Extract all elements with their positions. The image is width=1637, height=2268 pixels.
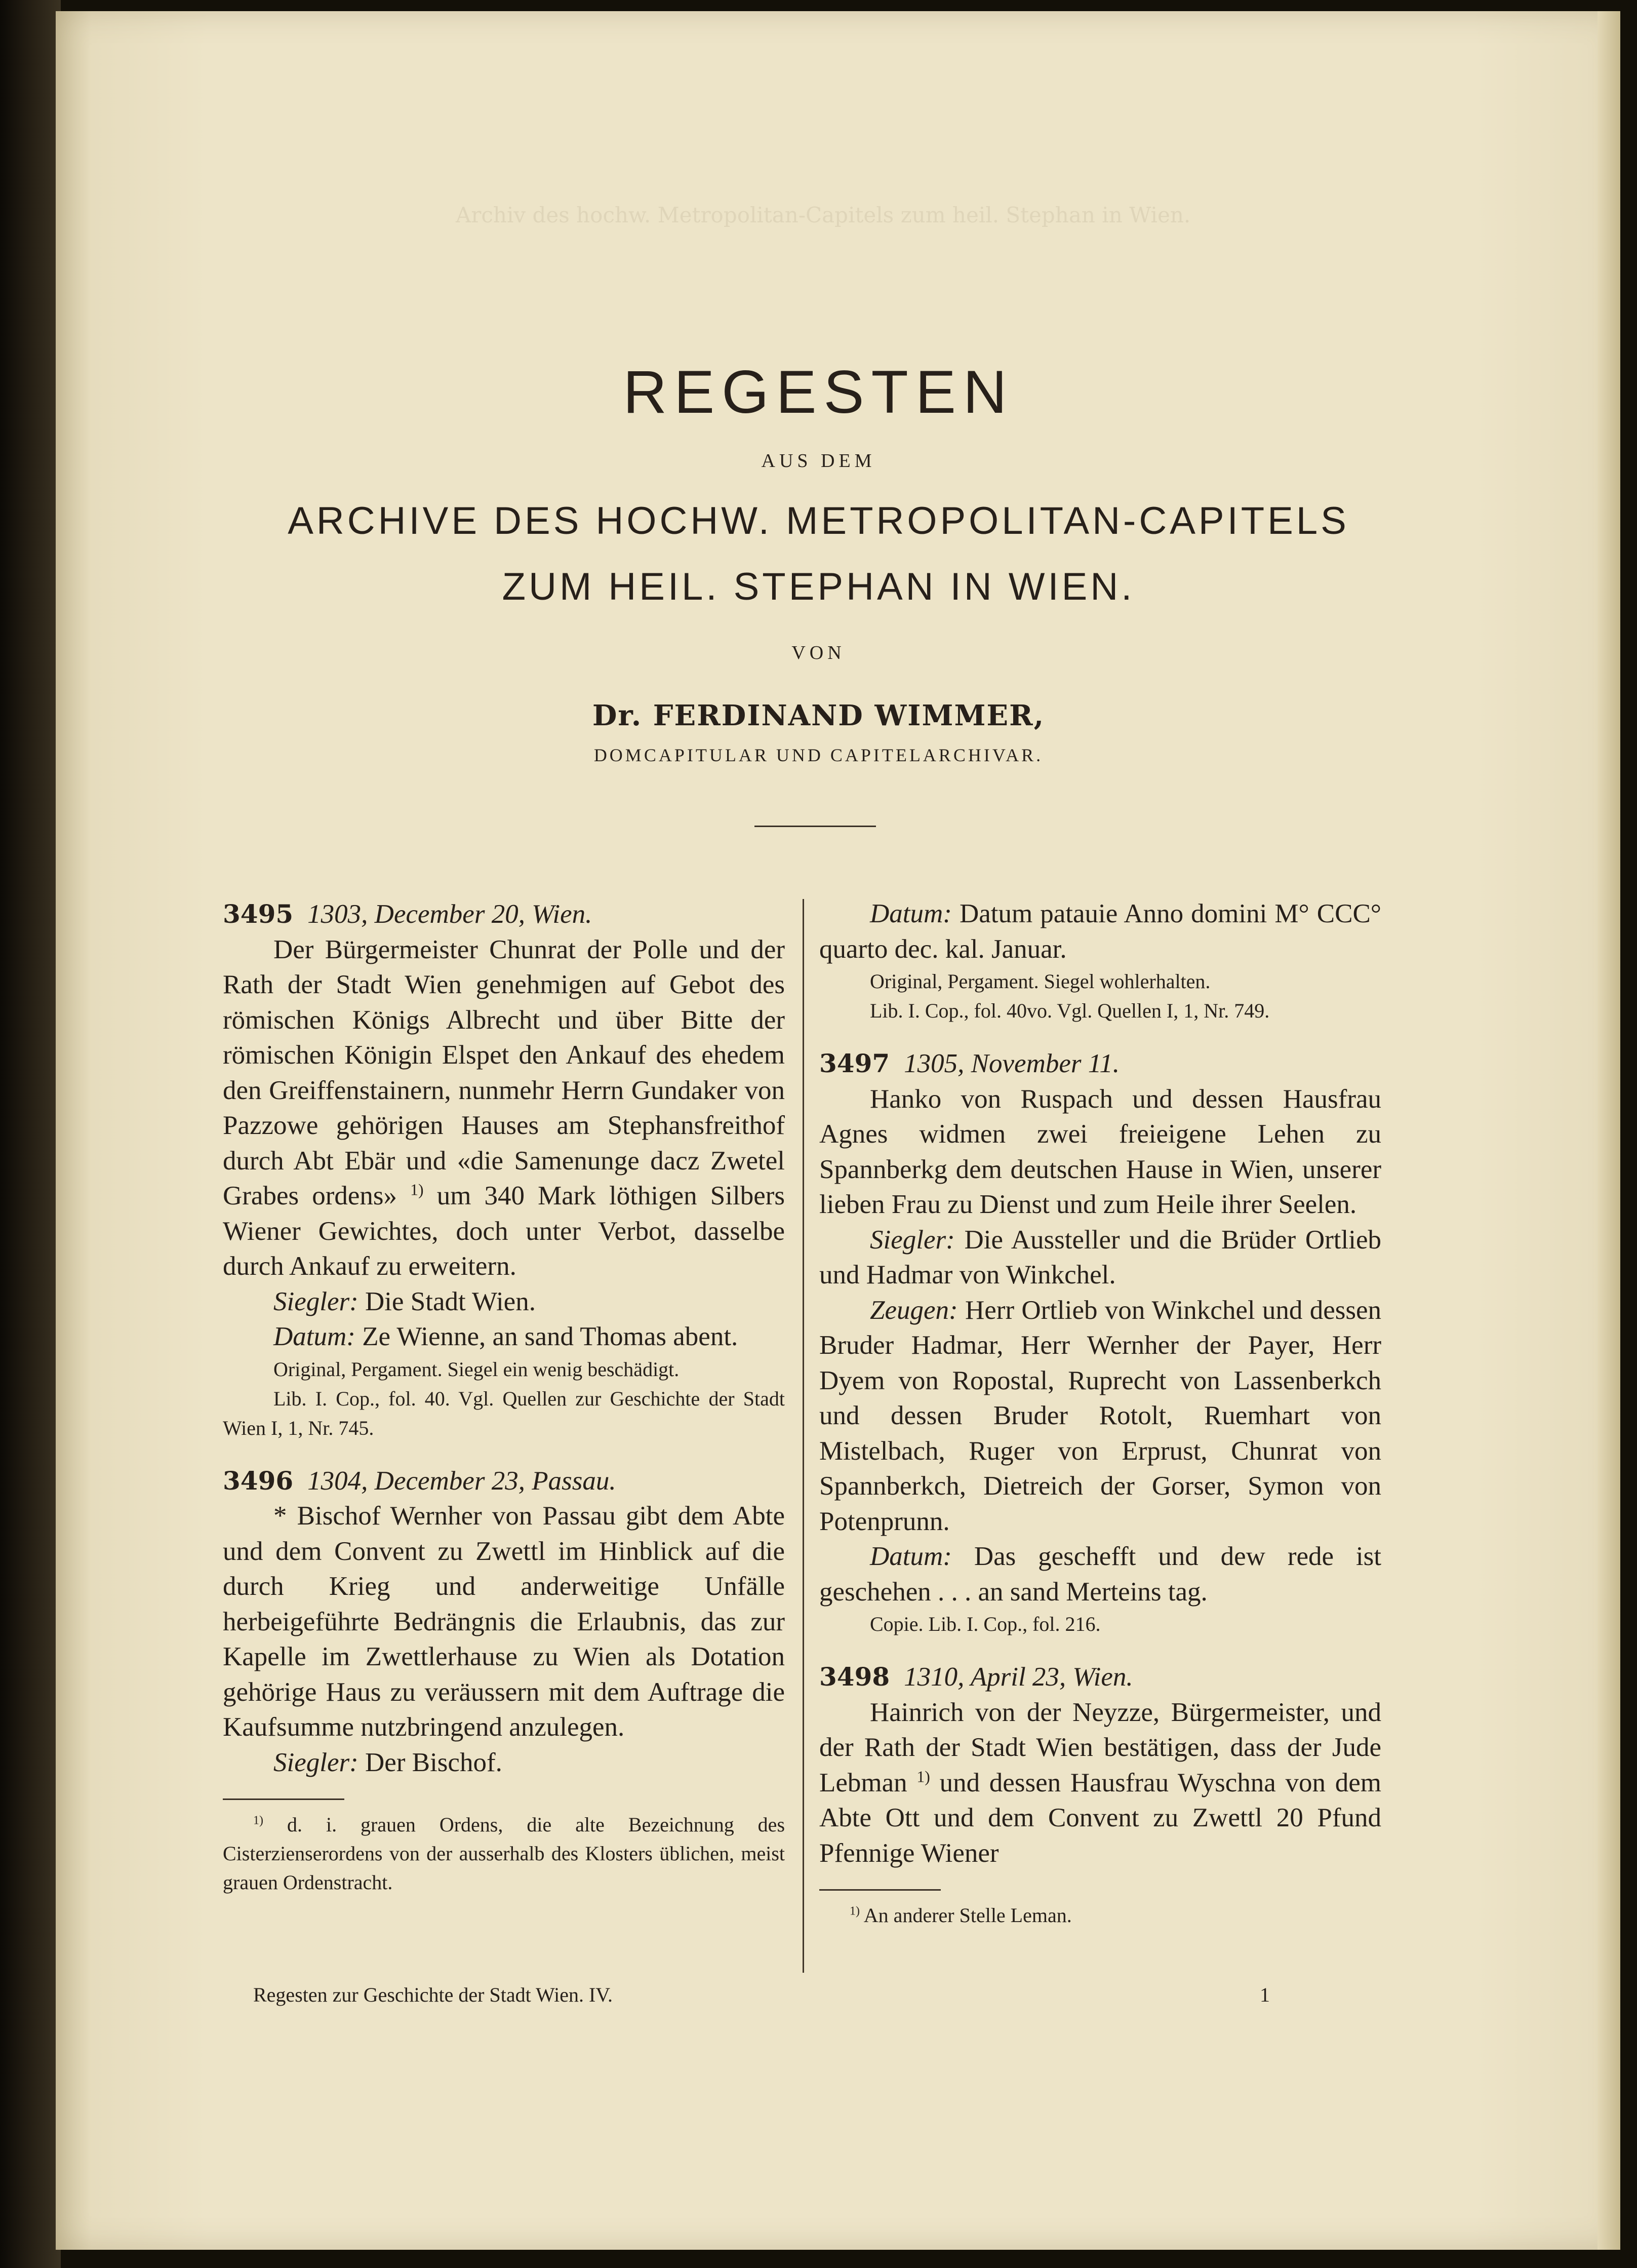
entry-text: Der Bürgermeister Chunrat der Polle und der Rath der Stadt Wien genehmigen auf Gebot des römischen Königs Albrecht und über Bitte der römischen Königin Elspet den Ankauf des ehedem den Greiffenstainern, nunmehr Herrn Gundaker von Pazzowe gehörigen Hauses am Stephansfreithof durch Abt Ebär und «die Samenunge dacz Zwetel Grabes ordens»	[223, 934, 785, 1210]
zeugen-label: Zeugen:	[870, 1295, 958, 1325]
entry-3496-heading	[223, 1463, 785, 1499]
siegler-label: Siegler:	[273, 1286, 358, 1316]
entry-3495-note-original: Original, Pergament. Siegel ein wenig beschädigt.	[273, 1357, 680, 1381]
title-von: VON	[791, 642, 846, 663]
footnote-ref: 1)	[916, 1767, 930, 1785]
datum-label: Datum:	[870, 899, 952, 928]
datum-value: Das geschefft und dew rede ist geschehen . . . an sand Merteins tag.	[819, 1542, 1382, 1607]
page-title: REGESTEN	[623, 358, 1014, 426]
entry-3497-siegler	[819, 1223, 1381, 1293]
title-aus-dem: AUS DEM	[761, 450, 876, 472]
entry-number: 3496	[223, 1465, 294, 1496]
entry-3495-body	[223, 932, 785, 1284]
footnote-ref: 1)	[410, 1181, 424, 1199]
siegler-value: Die Stadt Wien.	[365, 1286, 536, 1316]
entry-3497-datum	[819, 1539, 1381, 1610]
entry-3495-datum	[223, 1319, 785, 1355]
author-name: Dr. FERDINAND WIMMER,	[592, 699, 1045, 732]
left-column	[223, 896, 785, 1897]
footnote-mark: 1)	[253, 1814, 263, 1827]
footnote-mark: 1)	[850, 1904, 860, 1918]
entry-3497-note: Copie. Lib. I. Cop., fol. 216.	[870, 1613, 1101, 1635]
datum-value: Datum patauie Anno domini M° CCC° quarto dec. kal. Januar.	[819, 899, 1381, 964]
page-number: 1	[1260, 1983, 1270, 2006]
entry-text-cont: und dessen Hausfrau Wyschna von dem Abte Ott und dem Convent zu Zwettl 20 Pfund Pfennige Wiener	[819, 1768, 1382, 1868]
entry-3495-note-source: Lib. I. Cop., fol. 40. Vgl. Quellen zur Geschichte der Stadt Wien I, 1, Nr. 745.	[223, 1387, 785, 1439]
entry-3496-datum	[819, 896, 1381, 967]
datum-label: Datum:	[273, 1322, 355, 1351]
footnote-text: An anderer Stelle Leman.	[863, 1904, 1072, 1927]
right-column	[819, 896, 1381, 1930]
datum-label: Datum:	[870, 1542, 952, 1571]
entry-text-cont: um 340 Mark löthigen Silbers Wiener Gewichtes, doch unter Verbot, dasselbe durch Ankauf zu erweitern.	[223, 1181, 785, 1281]
entry-number: 3495	[223, 899, 294, 929]
entry-3496-note-source: Lib. I. Cop., fol. 40vo. Vgl. Quellen I, 1, Nr. 749.	[870, 999, 1270, 1022]
footnote-rule	[223, 1798, 344, 1800]
footnote	[223, 1810, 785, 1897]
entry-number: 3498	[819, 1662, 890, 1692]
show-through-text: Archiv des hochw. Metropolitan-Capitels zum heil. Stephan in Wien.	[456, 203, 1191, 227]
footnote-rule	[819, 1889, 941, 1891]
siegler-value: Die Aussteller und die Brüder Ortlieb und Hadmar von Winkchel.	[819, 1225, 1382, 1289]
entry-3497-zeugen	[819, 1293, 1381, 1540]
entry-3497-heading	[819, 1046, 1381, 1082]
siegler-value: Der Bischof.	[365, 1747, 502, 1777]
entry-3498-body	[819, 1695, 1381, 1871]
entry-3498-heading	[819, 1659, 1381, 1695]
siegler-label: Siegler:	[273, 1747, 358, 1777]
siegler-label: Siegler:	[870, 1225, 955, 1255]
column-divider	[803, 899, 804, 1973]
zeugen-value: Herr Ortlieb von Winkchel und dessen Bruder Hadmar, Herr Wernher der Payer, Herr Dyem von Ropostal, Ruprecht von Lassenberkch und dessen Bruder Rotolt, Ruemhart von Mistelbach, Ruger von Erprust, Chunrat von Spannberkch, Dietreich der Gorser, Symon von Potenprunn.	[819, 1295, 1381, 1536]
running-footer: Regesten zur Geschichte der Stadt Wien. IV.	[253, 1983, 613, 2006]
author-role: DOMCAPITULAR UND CAPITELARCHIVAR.	[593, 745, 1044, 765]
entry-date: 1310, April 23, Wien.	[904, 1662, 1133, 1692]
entry-3496-body: * Bischof Wernher von Passau gibt dem Abte und dem Convent zu Zwettl im Hinblick auf die durch Krieg und anderweitige Unfälle herbeigeführte Bedrängnis die Erlaubnis, das zur Kapelle im Zwettlerhause zu Wien als Dotation gehörige Haus zu veräussern mit dem Auftrage die Kaufsumme nutzbringend anzulegen.	[223, 1501, 785, 1742]
entry-3496-siegler	[223, 1745, 785, 1781]
book-spine	[0, 0, 61, 2268]
entry-date: 1304, December 23, Passau.	[307, 1466, 616, 1496]
entry-3495-siegler	[223, 1284, 785, 1320]
entry-3495-heading	[223, 896, 785, 932]
page-edge	[1598, 11, 1620, 2250]
datum-value: Ze Wienne, an sand Thomas abent.	[362, 1322, 738, 1351]
entry-date: 1303, December 20, Wien.	[307, 900, 592, 929]
entry-3496-note-original: Original, Pergament. Siegel wohlerhalten.	[870, 970, 1211, 993]
title-archive-line1: ARCHIVE DES HOCHW. METROPOLITAN-CAPITELS	[288, 499, 1349, 542]
footnote	[819, 1901, 1381, 1930]
footnote-text: d. i. grauen Ordens, die alte Bezeichnung des Cisterzienserordens von der ausserhalb des Klosters üblichen, meist grauen Ordenstracht.	[223, 1813, 785, 1894]
entry-text: Hainrich von der Neyzze, Bürgermeister, und der Rath der Stadt Wien bestätigen, dass der Jude Lebman	[819, 1697, 1381, 1797]
title-archive-line2: ZUM HEIL. STEPHAN IN WIEN.	[502, 565, 1135, 608]
entry-date: 1305, November 11.	[904, 1049, 1120, 1078]
entry-number: 3497	[819, 1048, 890, 1078]
title-separator	[754, 826, 876, 827]
entry-3497-body: Hanko von Ruspach und dessen Hausfrau Agnes widmen zwei freieigene Lehen zu Spannberkg dem deutschen Hause in Wien, unserer lieben Frau zu Dienst und zum Heile ihrer Seelen.	[819, 1084, 1381, 1219]
